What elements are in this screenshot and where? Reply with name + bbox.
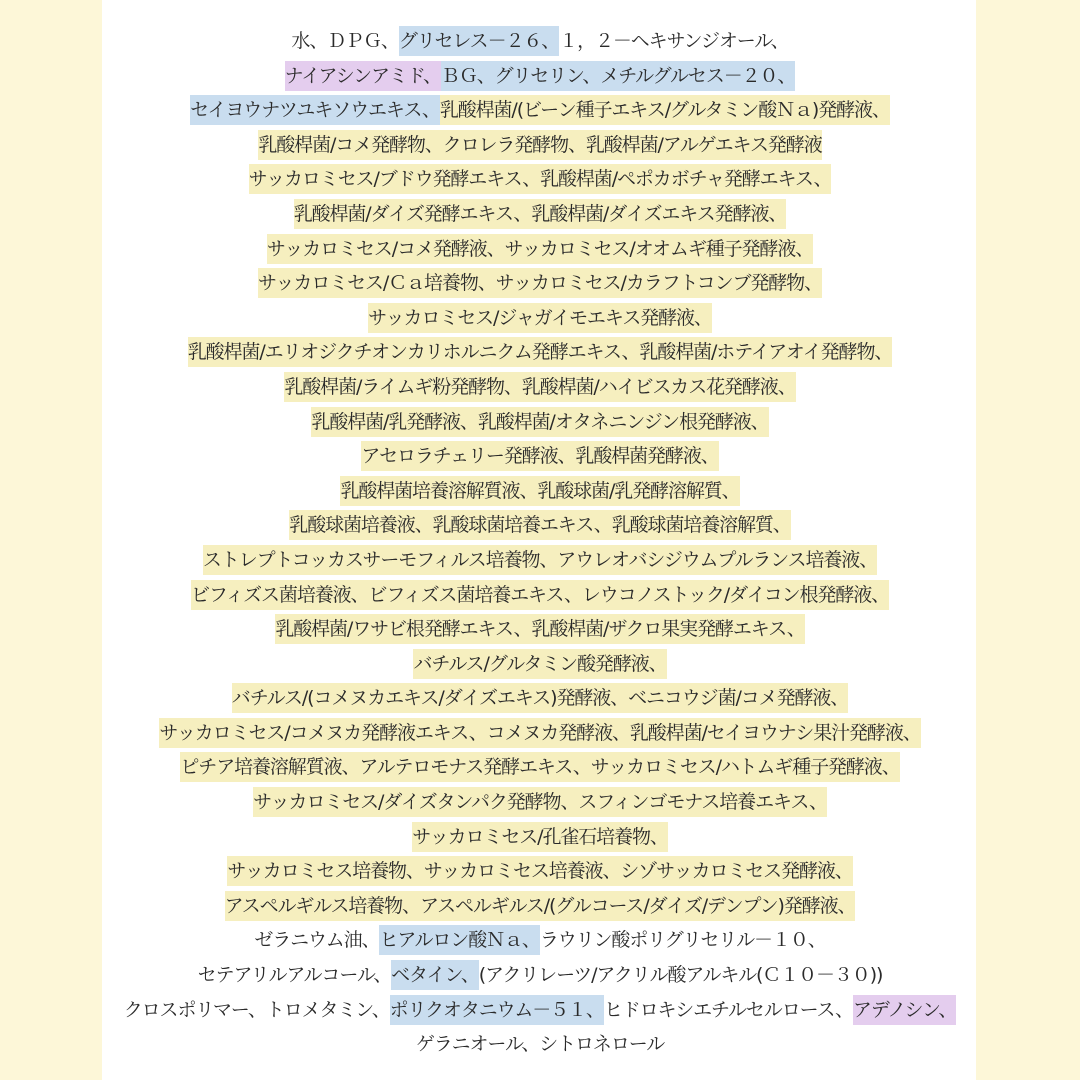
- ingredient-segment: ヒドロキシエチルセルロース、: [603, 998, 853, 1021]
- ingredient-segment: 乳酸桿菌/(ビーン種子エキス/グルタミン酸Ｎａ)発酵液、: [440, 95, 890, 125]
- ingredient-segment: 乳酸桿菌/エリオジクチオンカリホルニクム発酵エキス、乳酸桿菌/ホテイアオイ発酵物、: [188, 337, 893, 367]
- ingredient-line: [0, 370, 1080, 405]
- ingredient-line: [0, 93, 1080, 128]
- ingredient-line: [0, 197, 1080, 232]
- ingredient-segment: グリセレス－２６、: [399, 26, 559, 56]
- ingredient-line: [0, 59, 1080, 94]
- ingredient-segment: サッカロミセス/孔雀石培養物、: [412, 822, 668, 852]
- ingredient-segment: 乳酸桿菌/ライムギ粉発酵物、乳酸桿菌/ハイビスカス花発酵液、: [284, 372, 795, 402]
- ingredient-line: [0, 508, 1080, 543]
- ingredient-segment: ピチア培養溶解質液、アルテロモナス発酵エキス、サッカロミセス/ハトムギ種子発酵液、: [180, 752, 899, 782]
- ingredient-segment: サッカロミセス/Ｃａ培養物、サッカロミセス/カラフトコンブ発酵物、: [258, 268, 822, 298]
- ingredient-segment: ベタイン、: [391, 960, 479, 990]
- ingredient-line: [0, 958, 1080, 993]
- ingredient-segment: ＢＧ、グリセリン、メチルグルセス－２０、: [441, 61, 795, 91]
- ingredient-segment: 乳酸桿菌培養溶解質液、乳酸球菌/乳発酵溶解質、: [340, 476, 739, 506]
- ingredient-segment: ビフィズス菌培養液、ビフィズス菌培養エキス、レウコノストック/ダイコン根発酵液、: [191, 580, 889, 610]
- ingredient-segment: ラウリン酸ポリグリセリル－１０、: [539, 929, 826, 952]
- ingredient-line: [0, 1027, 1080, 1062]
- ingredient-segment: ナイアシンアミド、: [285, 61, 441, 91]
- ingredient-segment: サッカロミセス培養物、サッカロミセス培養液、シゾサッカロミセス発酵液、: [227, 856, 852, 886]
- ingredient-segment: １，２－ヘキサンジオール、: [559, 30, 789, 52]
- ingredient-segment: ポリクオタニウム－５１、: [390, 995, 604, 1025]
- ingredient-line: [0, 750, 1080, 785]
- ingredient-segment: バチルス/グルタミン酸発酵液、: [413, 649, 666, 679]
- ingredient-segment: 乳酸桿菌/コメ発酵物、クロレラ発酵物、乳酸桿菌/アルゲエキス発酵液: [258, 130, 821, 160]
- ingredient-segment: アセロラチェリー発酵液、乳酸桿菌発酵液、: [361, 441, 718, 471]
- ingredient-line: [0, 820, 1080, 855]
- ingredient-segment: クロスポリマー、トロメタミン、: [123, 998, 390, 1021]
- ingredient-line: [0, 301, 1080, 336]
- ingredient-segment: ゼラニウム油、: [254, 929, 380, 952]
- ingredient-segment: セイヨウナツユキソウエキス、: [190, 95, 440, 125]
- ingredient-line: [0, 439, 1080, 474]
- ingredient-line: [0, 785, 1080, 820]
- ingredient-segment: ストレプトコッカスサーモフィルス培養物、アウレオバシジウムプルランス培養液、: [203, 545, 877, 575]
- ingredient-line: [0, 335, 1080, 370]
- ingredient-line: [0, 543, 1080, 578]
- ingredient-segment: 乳酸桿菌/ワサビ根発酵エキス、乳酸桿菌/ザクロ果実発酵エキス、: [275, 614, 804, 644]
- ingredient-segment: サッカロミセス/ブドウ発酵エキス、乳酸桿菌/ペポカボチャ発酵エキス、: [249, 164, 832, 194]
- ingredient-line: [0, 993, 1080, 1028]
- ingredient-line: [0, 647, 1080, 682]
- ingredient-line: [0, 162, 1080, 197]
- ingredient-segment: 乳酸球菌培養液、乳酸球菌培養エキス、乳酸球菌培養溶解質、: [289, 510, 790, 540]
- ingredient-segment: ゲラニオール、シトロネロール: [415, 1033, 665, 1056]
- ingredient-segment: アスペルギルス培養物、アスペルギルス/(グルコース/ダイズ/デンプン)発酵液、: [225, 891, 856, 921]
- ingredient-line: [0, 232, 1080, 267]
- ingredient-line: [0, 889, 1080, 924]
- ingredient-line: [0, 923, 1080, 958]
- ingredient-segment: 水、ＤＰＧ、: [291, 30, 399, 52]
- ingredient-segment: アデノシン、: [853, 995, 956, 1025]
- ingredient-segment: サッカロミセス/ジャガイモエキス発酵液、: [368, 303, 712, 333]
- ingredient-line: [0, 854, 1080, 889]
- ingredient-line: [0, 716, 1080, 751]
- ingredient-segment: (アクリレーツ/アクリル酸アルキル(Ｃ１０－３０)): [478, 964, 883, 987]
- ingredient-segment: サッカロミセス/コメ発酵液、サッカロミセス/オオムギ種子発酵液、: [267, 234, 813, 264]
- ingredient-line: [0, 266, 1080, 301]
- ingredient-line: [0, 612, 1080, 647]
- ingredient-segment: 乳酸桿菌/ダイズ発酵エキス、乳酸桿菌/ダイズエキス発酵液、: [294, 199, 787, 229]
- ingredient-segment: セテアリルアルコール、: [197, 964, 392, 987]
- ingredient-line: [0, 405, 1080, 440]
- ingredient-line: [0, 578, 1080, 613]
- ingredient-segment: サッカロミセス/ダイズタンパク発酵物、スフィンゴモナス培養エキス、: [253, 787, 827, 817]
- ingredient-line: [0, 474, 1080, 509]
- ingredient-segment: 乳酸桿菌/乳発酵液、乳酸桿菌/オタネニンジン根発酵液、: [311, 407, 768, 437]
- ingredient-line: [0, 24, 1080, 59]
- ingredient-segment: バチルス/(コメヌカエキス/ダイズエキス)発酵液、ベニコウジ菌/コメ発酵液、: [232, 683, 848, 713]
- ingredient-line: [0, 681, 1080, 716]
- ingredient-segment: ヒアルロン酸Ｎａ、: [379, 925, 539, 955]
- ingredient-segment: サッカロミセス/コメヌカ発酵液エキス、コメヌカ発酵液、乳酸桿菌/セイヨウナシ果汁発酵液、: [159, 718, 920, 748]
- ingredient-line: [0, 128, 1080, 163]
- ingredients-list: [0, 24, 1080, 1062]
